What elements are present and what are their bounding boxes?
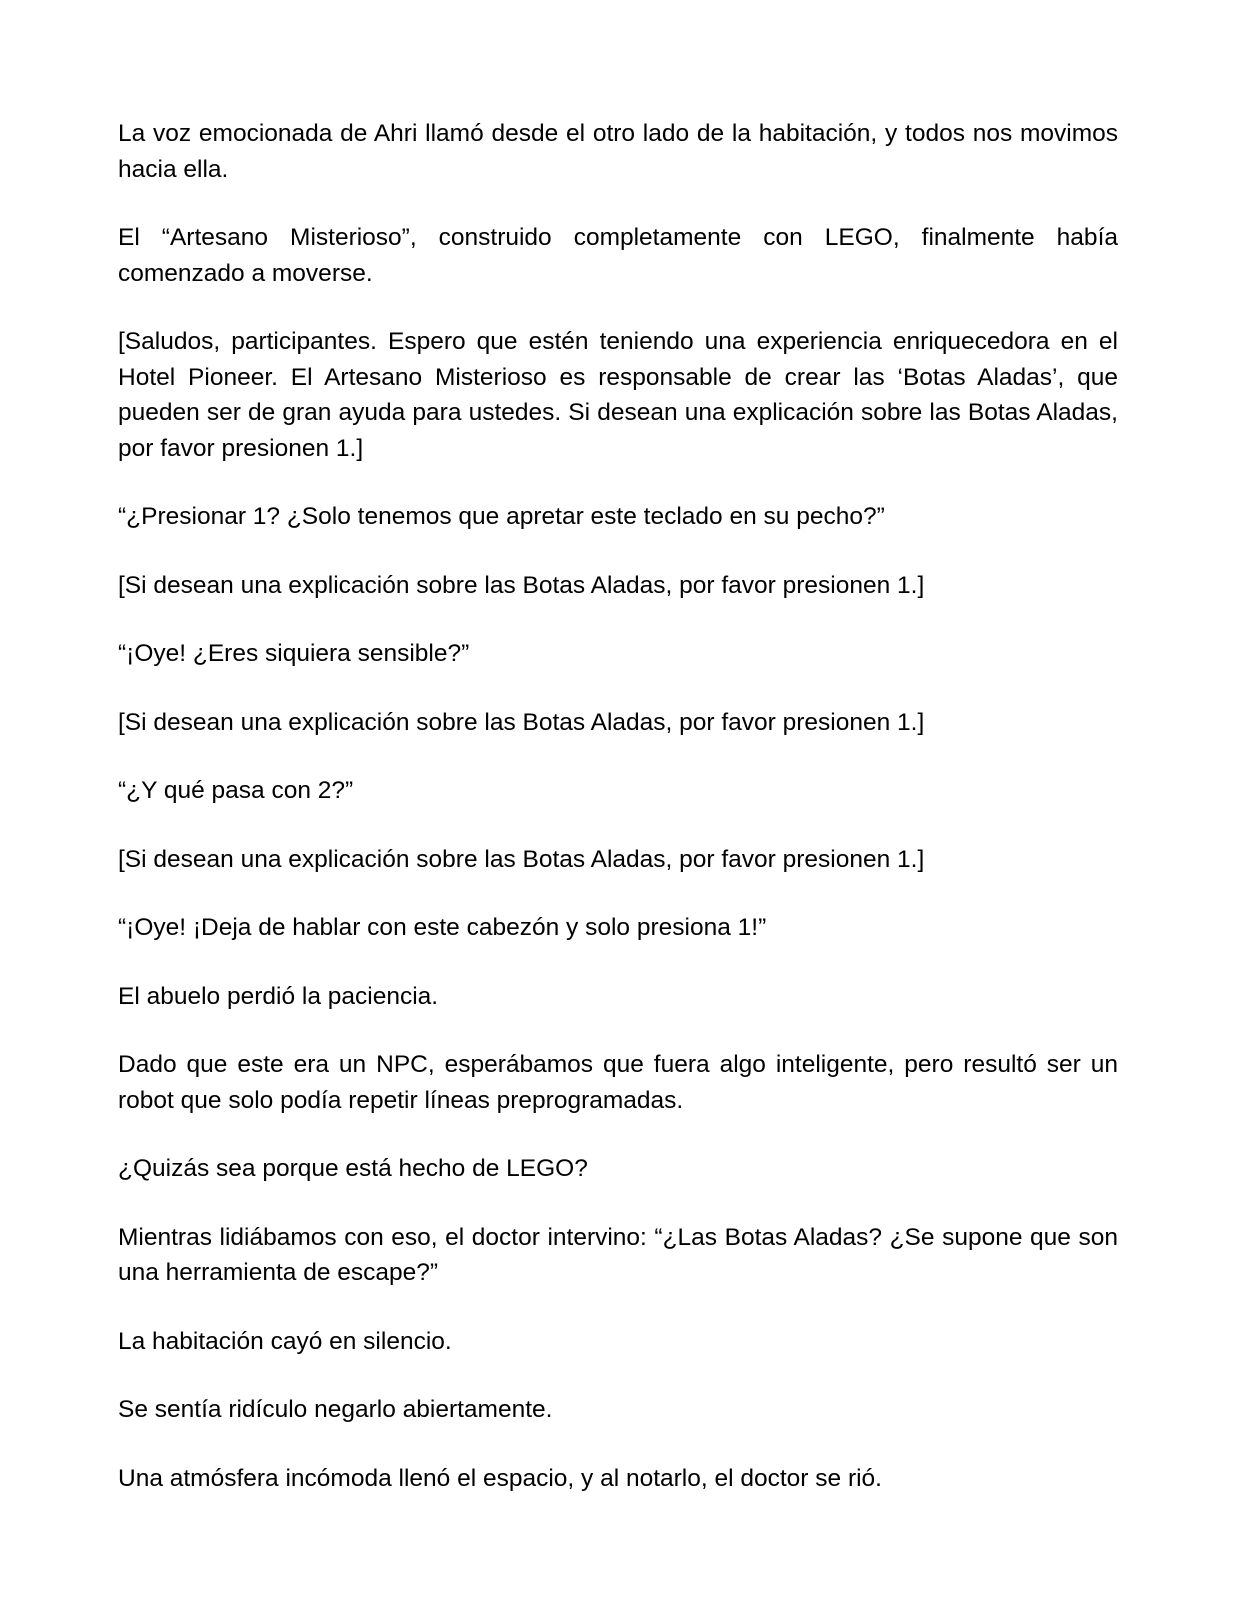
paragraph-13: ¿Quizás sea porque está hecho de LEGO? — [118, 1155, 588, 1182]
paragraph-5: [Si desean una explicación sobre las Botas Aladas, por favor presionen 1.] — [118, 571, 925, 599]
paragraph-3: [Saludos, participantes. Espero que estén teniendo una experiencia enriquecedora en el Hotel Pioneer. El Artesano Misterioso es responsable de crear las ‘Botas Aladas’, que pueden ser de gran ayuda para ustedes. Si desean una explicación sobre las Botas Aladas, por favor presionen 1.] — [118, 328, 1118, 462]
paragraph-16: Se sentía ridículo negarlo abiertamente. — [118, 1396, 553, 1423]
paragraph-4: “¿Presionar 1? ¿Solo tenemos que apretar este teclado en su pecho?” — [118, 503, 885, 530]
paragraph-7: [Si desean una explicación sobre las Botas Aladas, por favor presionen 1.] — [118, 708, 925, 736]
paragraph-6: “¡Oye! ¿Eres siquiera sensible?” — [118, 640, 470, 667]
paragraph-11: El abuelo perdió la paciencia. — [118, 982, 439, 1010]
paragraph-15: La habitación cayó en silencio. — [118, 1327, 452, 1355]
paragraph-1: La voz emocionada de Ahri llamó desde el otro lado de la habitación, y todos nos movimos hacia ella. — [118, 120, 1118, 183]
paragraph-14: Mientras lidiábamos con eso, el doctor intervino: “¿Las Botas Aladas? ¿Se supone que son una herramienta de escape?” — [118, 1223, 1118, 1286]
document-body — [118, 116, 1118, 1529]
paragraph-8: “¿Y qué pasa con 2?” — [118, 777, 354, 804]
paragraph-12: Dado que este era un NPC, esperábamos que fuera algo inteligente, pero resultó ser un robot que solo podía repetir líneas preprogramadas. — [118, 1051, 1118, 1114]
paragraph-10: “¡Oye! ¡Deja de hablar con este cabezón y solo presiona 1!” — [118, 914, 767, 941]
paragraph-17: Una atmósfera incómoda llenó el espacio, y al notarlo, el doctor se rió. — [118, 1464, 882, 1492]
paragraph-2: El “Artesano Misterioso”, construido completamente con LEGO, finalmente había comenzado a moverse. — [118, 224, 1118, 287]
paragraph-9: [Si desean una explicación sobre las Botas Aladas, por favor presionen 1.] — [118, 845, 925, 873]
